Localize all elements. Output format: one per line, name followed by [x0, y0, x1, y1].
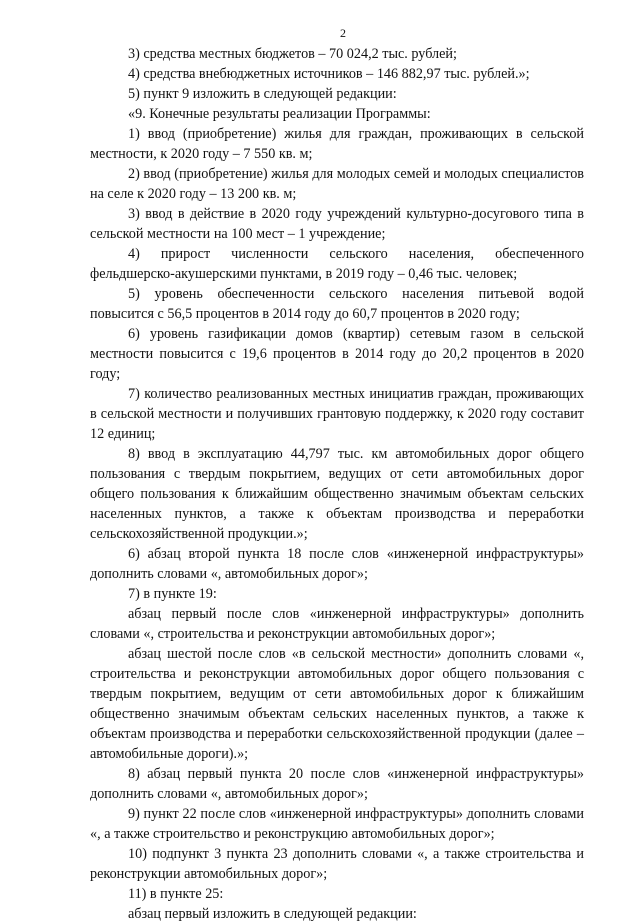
paragraph: 3) средства местных бюджетов – 70 024,2 тыс. рублей;	[128, 46, 457, 62]
paragraph: абзац шестой после слов «в сельской местности» дополнить словами «, строительства и реконструкции автомобильных дорог общего пользования с твердым покрытием, ведущим от сети автомобильных дорог к ближайшим общественно значимым объектам сельских населенных пунктов, а также к объектам производства и переработки сельскохозяйственной продукции (далее – автомобильные дороги).»;	[90, 646, 584, 762]
paragraph: 7) в пункте 19:	[128, 586, 217, 602]
paragraph: 9) пункт 22 после слов «инженерной инфраструктуры» дополнить словами «, а также строительство и реконструкцию автомобильных дорог»;	[90, 806, 584, 842]
paragraph: 7) количество реализованных местных инициатив граждан, проживающих в сельской местности и получивших грантовую поддержку, к 2020 году составит 12 единиц;	[90, 386, 584, 442]
paragraph: 8) абзац первый пункта 20 после слов «инженерной инфраструктуры» дополнить словами «, автомобильных дорог»;	[90, 766, 584, 802]
paragraph: 5) уровень обеспеченности сельского населения питьевой водой повысится с 56,5 процентов в 2014 году до 60,7 процентов в 2020 году;	[90, 286, 584, 322]
paragraph: 11) в пункте 25:	[128, 886, 224, 902]
paragraph: 4) средства внебюджетных источников – 146 882,97 тыс. рублей.»;	[128, 66, 530, 82]
paragraph: 4) прирост численности сельского населения, обеспеченного фельдшерско-акушерскими пунктами, в 2019 году – 0,46 тыс. человек;	[90, 246, 584, 282]
paragraph: абзац первый изложить в следующей редакции:	[128, 906, 417, 922]
paragraph: 6) абзац второй пункта 18 после слов «инженерной инфраструктуры» дополнить словами «, автомобильных дорог»;	[90, 546, 584, 582]
page-number: 2	[340, 26, 346, 40]
paragraph: 5) пункт 9 изложить в следующей редакции:	[128, 86, 397, 102]
paragraph: абзац первый после слов «инженерной инфраструктуры» дополнить словами «, строительства и реконструкции автомобильных дорог»;	[90, 606, 584, 642]
paragraph: 10) подпункт 3 пункта 23 дополнить словами «, а также строительства и реконструкции автомобильных дорог»;	[90, 846, 584, 882]
paragraph: 1) ввод (приобретение) жилья для граждан, проживающих в сельской местности, к 2020 году – 7 550 кв. м;	[90, 126, 584, 162]
paragraph: 8) ввод в эксплуатацию 44,797 тыс. км автомобильных дорог общего пользования с твердым покрытием, ведущих от сети автомобильных дорог общего пользования к ближайшим общественно значимым объектам сельских населенных пунктов, а также к объектам производства и переработки сельскохозяйственной продукции.»;	[90, 446, 584, 542]
paragraph: 6) уровень газификации домов (квартир) сетевым газом в сельской местности повысится с 19,6 процентов в 2014 году до 20,2 процентов в 2020 году;	[90, 326, 584, 382]
document-page	[90, 26, 584, 924]
paragraph: 3) ввод в действие в 2020 году учреждений культурно-досугового типа в сельской местности на 100 мест – 1 учреждение;	[90, 206, 584, 242]
paragraph: «9. Конечные результаты реализации Программы:	[128, 106, 431, 122]
paragraph: 2) ввод (приобретение) жилья для молодых семей и молодых специалистов на селе к 2020 году – 13 200 кв. м;	[90, 166, 584, 202]
